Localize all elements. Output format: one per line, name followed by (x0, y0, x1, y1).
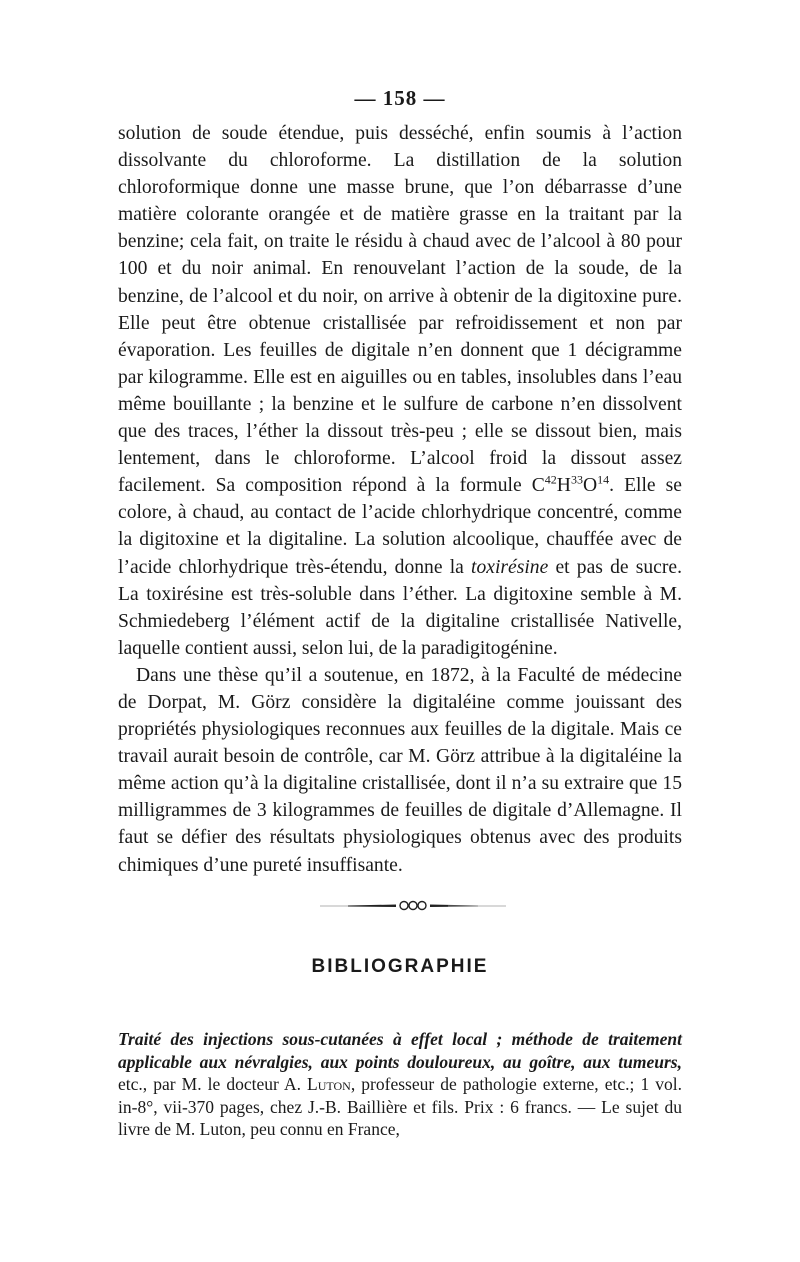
section-title: BIBLIOGRAPHIE (311, 956, 489, 977)
chemical-formula: $C^{42}H^{33}O^{14}$ (531, 472, 610, 497)
author-name: Luton (307, 1074, 351, 1094)
paragraph-text: et pas de sucre. La toxirésine est très-soluble dans l’éther. La digitoxine semble à M. Schmiedeberg l’élément actif de la digitaline cristallisée Nativelle, laquelle contient aussi, selon lui, de la paradigitogénine. (118, 556, 682, 659)
book-title: Traité des injections sous-cutanées à effet local ; méthode de traitement applicable aux névralgies, aux points douloureux, au goître, aux tumeurs, (118, 1029, 682, 1072)
ornament-divider (318, 896, 508, 914)
italic-term: toxirésine (471, 556, 549, 578)
paragraph-text: solution de soude étendue, puis desséché, enfin soumis à l’action dissolvante du chloroforme. La distillation de la solution chloroformique donne une masse brune, que l’on débarrasse d’une matière colorante orangée et de matière grasse en la traitant par la benzine; cela fait, on traite le résidu à chaud avec de l’alcool à 80 pour 100 et du noir animal. En renouvelant l’action de la soude, de la benzine, de l’alcool et du noir, on arrive à obtenir de la digitoxine pure. Elle peut être obtenue cristallisée par refroidissement et non par évaporation. Les feuilles de digitale n’en donnent que 1 décigramme par kilogramme. Elle est en aiguilles ou en tables, insolubles dans l’eau même bouillante ; la benzine et le sulfure de carbone n’en dissolvent que des traces, l’éther la dissout très-peu ; elle se dissout bien, mais lentement, dans le chloroforme. L’alcool froid la dissout assez facilement. Sa composition répond à la formule (118, 123, 682, 497)
bibliography-text: etc., par M. le docteur A. (118, 1074, 301, 1094)
paragraph: Dans une thèse qu’il a soutenue, en 1872, à la Faculté de médecine de Dorpat, M. Görz considère la digitaléine comme jouissant des propriétés physiologiques reconnues aux feuilles de la digitale. Mais ce travail aurait besoin de contrôle, car M. Görz attribue à la digitaléine la même action qu’à la digitaline cristallisée, dont il n’a su extraire que 15 milligrammes de 3 kilogrammes de feuilles de digitale d’Allemagne. Il faut se défier des résultats physiologiques obtenus avec des produits chimiques d’une pureté insuffisante. (118, 664, 682, 876)
bibliography-entry (118, 1028, 682, 1141)
bibliography-text: , professeur de pathologie externe, etc.; 1 vol. in-8°, vii-370 pages, chez J.-B. Baillière et fils. Prix : 6 francs. — Le sujet du livre de M. Luton, peu connu en France, (118, 1074, 683, 1139)
body-text (118, 120, 682, 879)
paragraph (118, 120, 682, 662)
page-number: — 158 — (354, 86, 446, 110)
paragraph-text: . Elle se colore, à chaud, au contact de l’acide chlorhydrique concentré, comme la digitoxine et la digitaline. La solution alcoolique, chauffée avec de l’acide chlorhydrique très-étendu, donne la (118, 475, 682, 578)
